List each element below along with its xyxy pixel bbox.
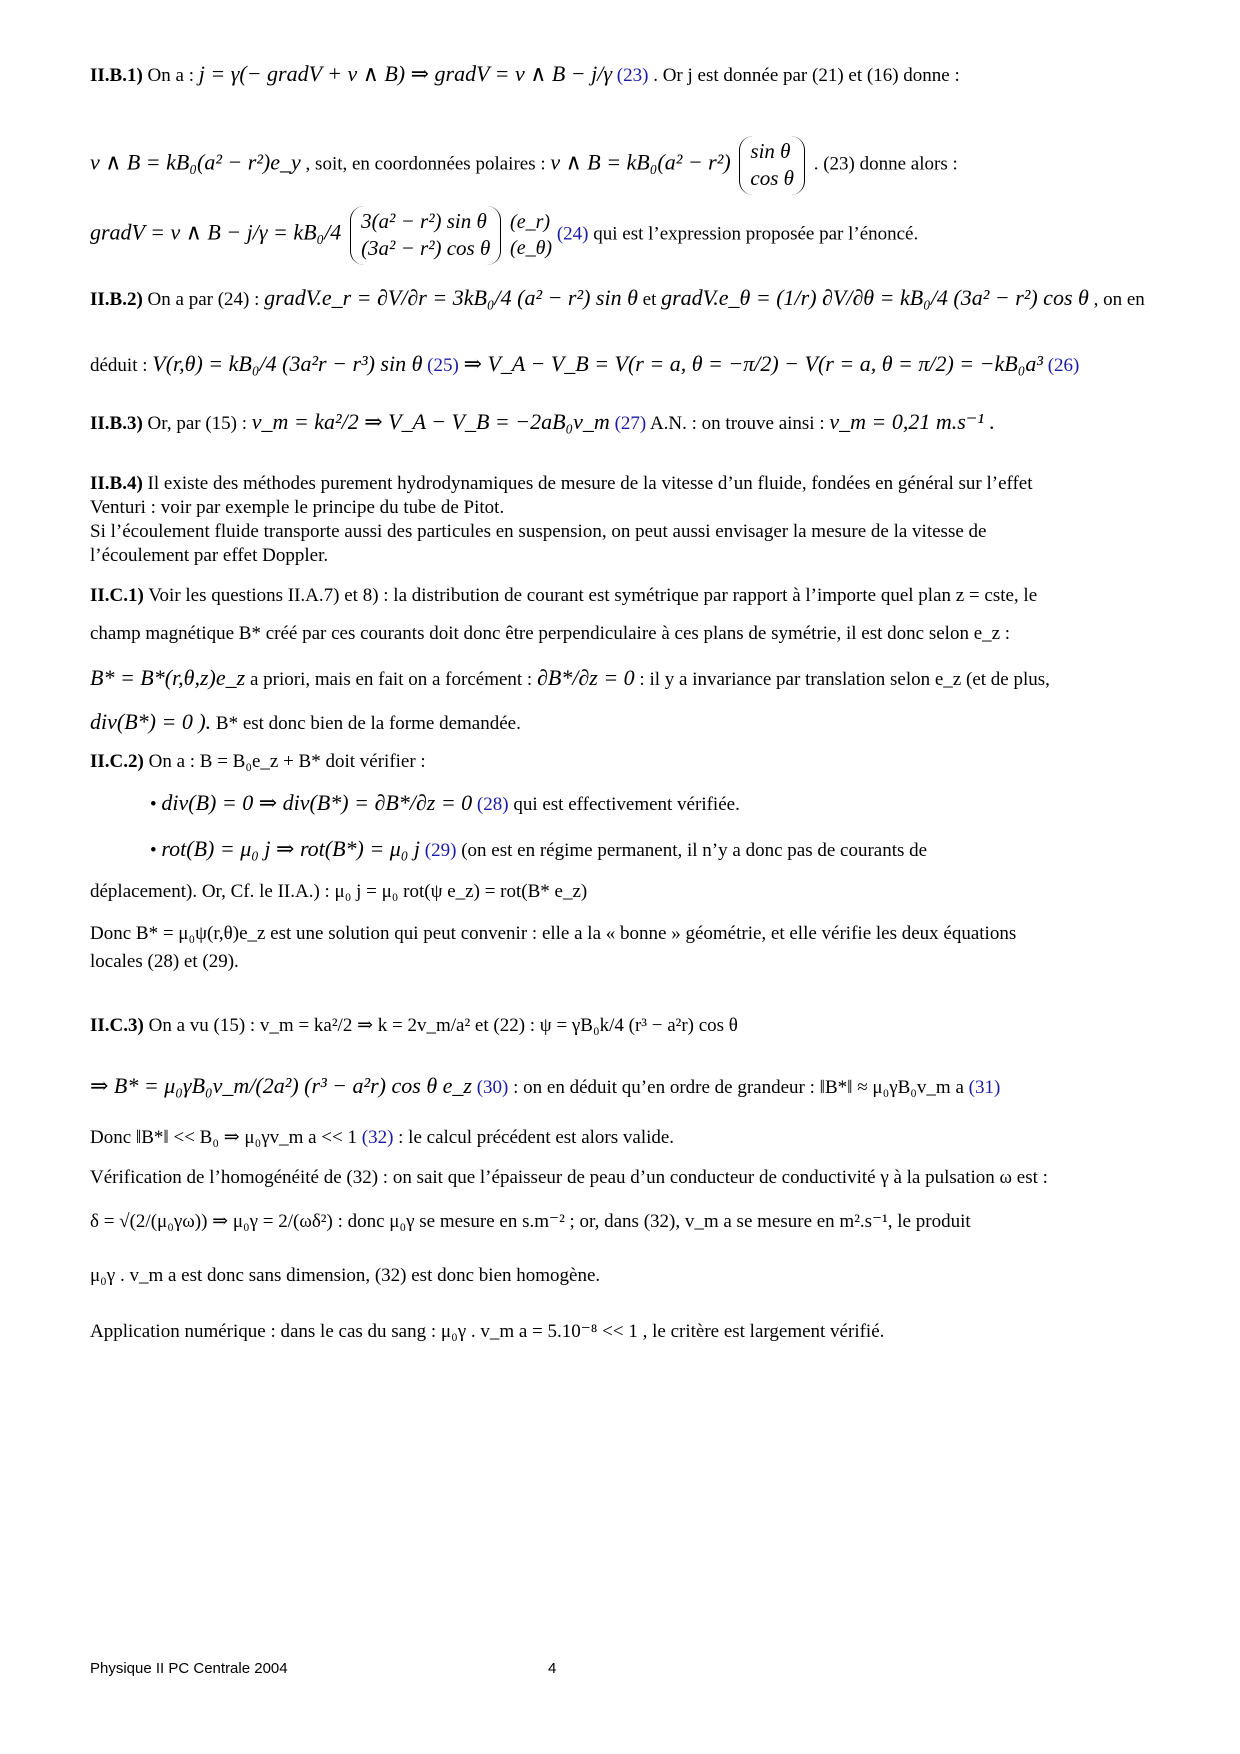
equation-ref: (32) [361, 1127, 394, 1148]
equation-ref: (23) [616, 65, 649, 86]
c1-line1: II.C.1) Voir les questions II.A.7) et 8) : la distribution de courant est symétrique par rapport à l’importe quel plan z = cste, le [90, 585, 1038, 606]
equation: j = γ(− gradV + v ∧ B) ⇒ gradV = v ∧ B − j/γ [198, 61, 613, 86]
b4-line3: Si l’écoulement fluide transporte aussi des particules en suspension, on peut aussi envisager la mesure de la vitesse de [90, 521, 987, 542]
equation: v_m = 0,21 m.s⁻¹ . [829, 409, 996, 434]
c3-line4: Vérification de l’homogénéité de (32) : on sait que l’épaisseur de peau d’un conducteur de conductivité γ à la pulsation ω est : [90, 1167, 1048, 1188]
equation: v_m = ka²/2 ⇒ V_A − V_B = −2aB₀v_m [251, 409, 610, 434]
c1-line4: div(B*) = 0 ). B* est donc bien de la forme demandée. [90, 709, 521, 734]
b4-line1: II.B.4) Il existe des méthodes purement hydrodynamiques de mesure de la vitesse d’un fluide, fondées en général sur l’effet [90, 473, 1033, 494]
section-label: II.B.3) [90, 413, 143, 434]
equation: ⇒ B* = μ₀γB₀v_m/(2a²) (r³ − a²r) cos θ e_z [90, 1073, 472, 1098]
b1-line2: v ∧ B = kB₀(a² − r²)e_y , soit, en coordonnées polaires : v ∧ B = kB₀(a² − r²) sin θ cos θ . (23) donne alors : [90, 136, 958, 195]
equation: gradV.e_r = ∂V/∂r = 3kB₀/4 (a² − r²) sin θ [264, 285, 638, 310]
equation-ref: (28) [476, 794, 509, 815]
basis-vectors: (e_r) (e_θ) [510, 211, 553, 260]
equation-ref: (27) [614, 413, 647, 434]
equation-ref: (26) [1047, 355, 1080, 376]
section-label: II.B.2) [90, 289, 143, 310]
c2-line1: II.C.2) On a : B = B₀e_z + B* doit vérifier : [90, 751, 426, 772]
equation-ref: (31) [968, 1077, 1001, 1098]
c3-line3: Donc ‖B*‖ << B₀ ⇒ μ₀γv_m a << 1 (32) : le calcul précédent est alors valide. [90, 1127, 675, 1148]
c3-line6: μ₀γ . v_m a est donc sans dimension, (32) est donc bien homogène. [90, 1265, 601, 1286]
equation: gradV.e_θ = (1/r) ∂V/∂θ = kB₀/4 (3a² − r²) cos θ [661, 285, 1089, 310]
section-label: II.B.4) [90, 473, 143, 494]
c2-line4: Donc B* = μ₀ψ(r,θ)e_z est une solution qui peut convenir : elle a la « bonne » géométrie, et elle vérifie les deux équations [90, 923, 1017, 944]
bullet-list [150, 790, 927, 862]
page-number: 4 [548, 1660, 557, 1677]
equation: div(B) = 0 ⇒ div(B*) = ∂B*/∂z = 0 [161, 790, 473, 815]
equation-ref: (25) [427, 355, 459, 376]
b2-line2: déduit : V(r,θ) = kB₀/4 (3a²r − r³) sin θ (25) ⇒ V_A − V_B = V(r = a, θ = −π/2) − V(r = a, θ = π/2) = −kB₀a³ (26) [90, 351, 1080, 376]
matrix: 3(a² − r²) sin θ (3a² − r²) cos θ [350, 206, 501, 265]
section-label: II.B.1) [90, 65, 143, 86]
equation: rot(B) = μ₀ j ⇒ rot(B*) = μ₀ j [161, 836, 421, 861]
equation: B* = B*(r,θ,z)e_z [90, 665, 246, 690]
section-label: II.C.3) [90, 1015, 144, 1036]
section-label: II.C.1) [90, 585, 144, 606]
equation: ∂B*/∂z = 0 [536, 665, 635, 690]
c3-line5: δ = √(2/(μ₀γω)) ⇒ μ₀γ = 2/(ωδ²) : donc μ₀γ se mesure en s.m⁻² ; or, dans (32), v_m a se mesure en m².s⁻¹, le produit [90, 1211, 971, 1232]
equation-ref: (24) [556, 223, 589, 245]
c2-line5: locales (28) et (29). [90, 951, 239, 972]
b4-line4: l’écoulement par effet Doppler. [90, 545, 329, 566]
c2-line3: déplacement). Or, Cf. le II.A.) : μ₀ j = μ₀ rot(ψ e_z) = rot(B* e_z) [90, 881, 588, 902]
list-item: • rot(B) = μ₀ j ⇒ rot(B*) = μ₀ j (29) (on est en régime permanent, il n’y a donc pas de courants de [150, 836, 927, 862]
equation: ⇒ V_A − V_B = V(r = a, θ = −π/2) − V(r = a, θ = π/2) = −kB₀a³ [463, 351, 1043, 376]
b4-line2: Venturi : voir par exemple le principe du tube de Pitot. [90, 497, 505, 518]
equation: gradV = v ∧ B − j/γ = kB₀/4 [90, 219, 342, 245]
equation: V(r,θ) = kB₀/4 (3a²r − r³) sin θ [152, 351, 423, 376]
equation: v ∧ B = kB₀(a² − r²)e_y [90, 149, 301, 175]
c1-line2: champ magnétique B* créé par ces courants doit donc être perpendiculaire à ces plans de symétrie, il est donc selon e_z : [90, 623, 1011, 644]
equation: v ∧ B = kB₀(a² − r²) [550, 149, 731, 175]
equation-ref: (29) [424, 840, 457, 861]
b2-line1: II.B.2) On a par (24) : gradV.e_r = ∂V/∂r = 3kB₀/4 (a² − r²) sin θ et gradV.e_θ = (1/r) ∂V/∂θ = kB₀/4 (3a² − r²) cos θ , on en [90, 285, 1145, 310]
equation-ref: (30) [476, 1077, 509, 1098]
b1-line1: II.B.1) On a : j = γ(− gradV + v ∧ B) ⇒ gradV = v ∧ B − j/γ (23) . Or j est donnée par (21) et (16) donne : [90, 61, 960, 86]
footer-left: Physique II PC Centrale 2004 [90, 1660, 288, 1677]
matrix: sin θ cos θ [739, 136, 805, 195]
c3-line7: Application numérique : dans le cas du sang : μ₀γ . v_m a = 5.10⁻⁸ << 1 , le critère est largement vérifié. [90, 1321, 885, 1342]
c3-line1: II.C.3) On a vu (15) : v_m = ka²/2 ⇒ k = 2v_m/a² et (22) : ψ = γB₀k/4 (r³ − a²r) cos θ [90, 1015, 738, 1036]
c3-line2: ⇒ B* = μ₀γB₀v_m/(2a²) (r³ − a²r) cos θ e_z (30) : on en déduit qu’en ordre de grandeur : ‖B*‖ ≈ μ₀γB₀v_m a (31) [90, 1073, 1001, 1098]
list-item: • div(B) = 0 ⇒ div(B*) = ∂B*/∂z = 0 (28) qui est effectivement vérifiée. [150, 790, 927, 816]
b1-line3: gradV = v ∧ B − j/γ = kB₀/4 3(a² − r²) sin θ (3a² − r²) cos θ (e_r) (e_θ) (24) qui est l’expression proposée par l’énoncé. [90, 206, 918, 265]
b3-line1: II.B.3) Or, par (15) : v_m = ka²/2 ⇒ V_A − V_B = −2aB₀v_m (27) A.N. : on trouve ainsi : v_m = 0,21 m.s⁻¹ . [90, 409, 996, 434]
section-label: II.C.2) [90, 751, 144, 772]
c1-line3: B* = B*(r,θ,z)e_z a priori, mais en fait on a forcément : ∂B*/∂z = 0 : il y a invariance par translation selon e_z (et de plus, [90, 665, 1050, 690]
equation: div(B*) = 0 ). [90, 709, 212, 734]
